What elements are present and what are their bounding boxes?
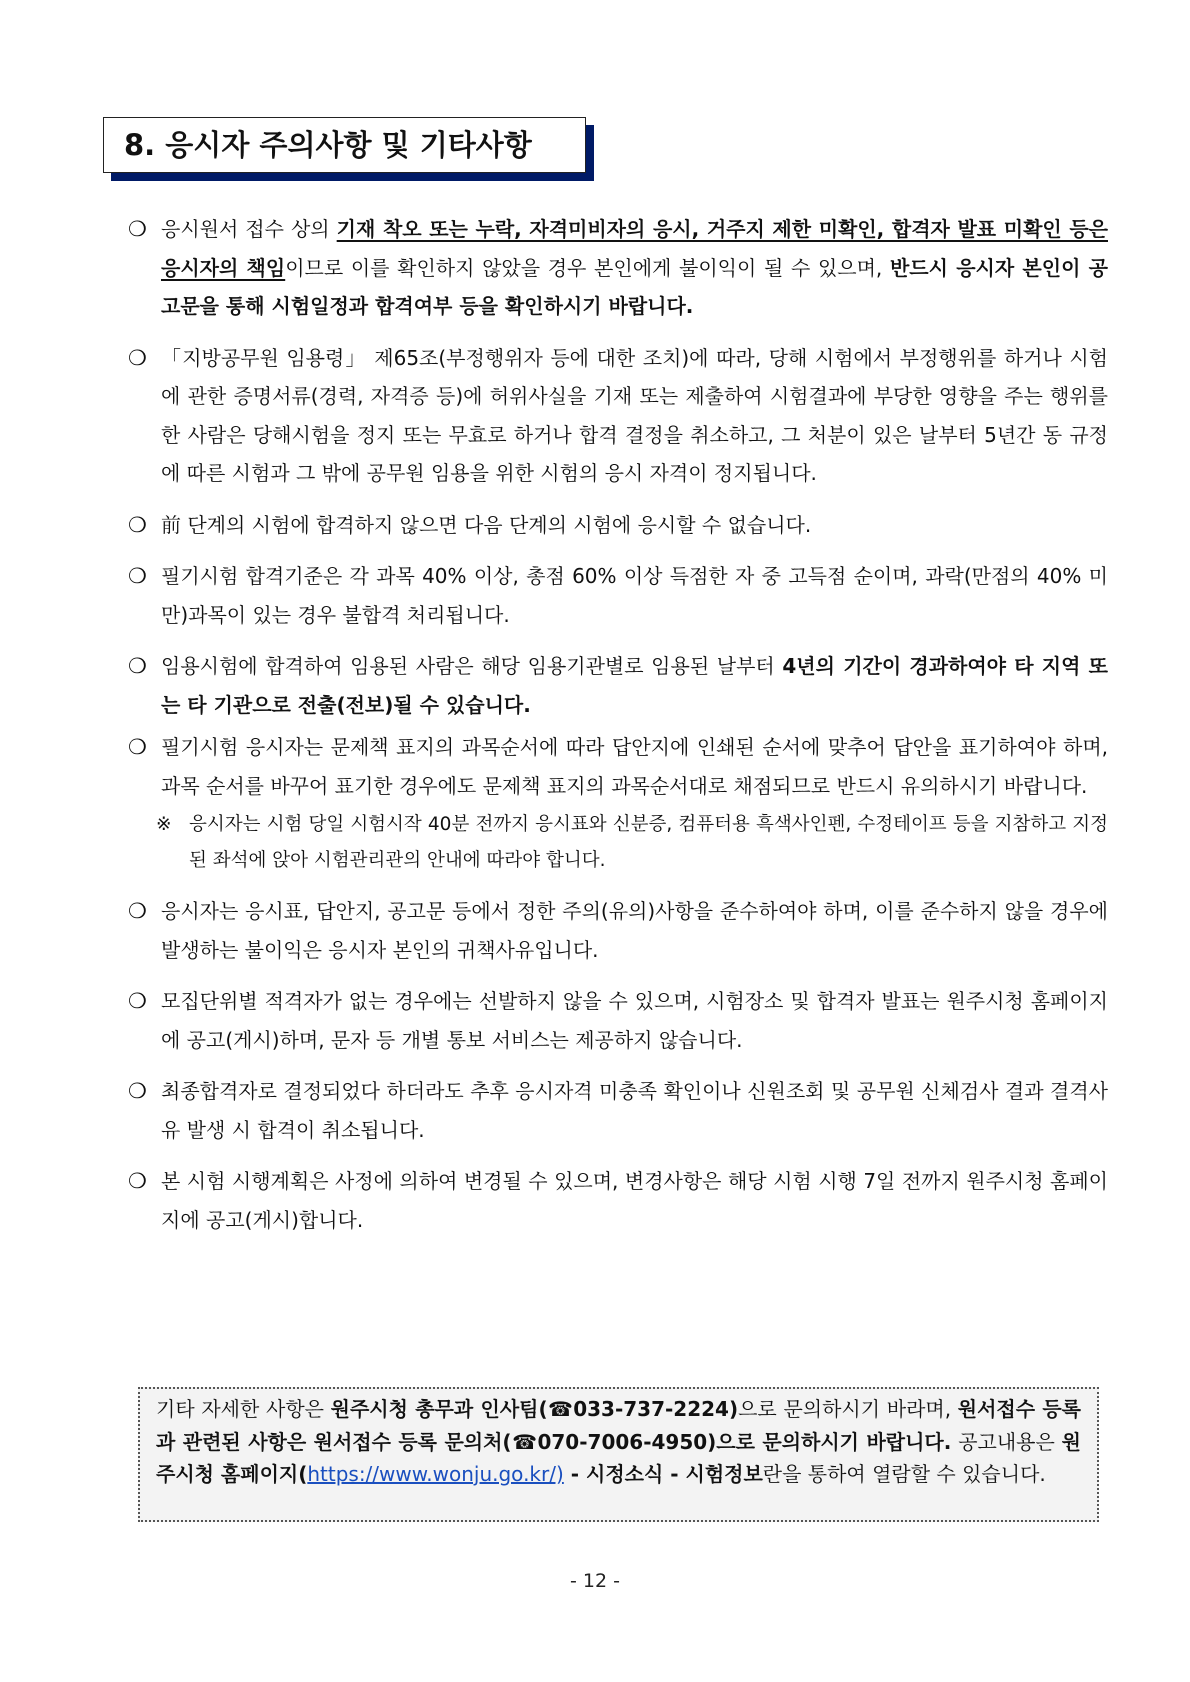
bullet-icon: ❍ xyxy=(128,345,147,370)
bullet-icon: ❍ xyxy=(128,1169,147,1193)
list-item: ❍ 「지방공무원 임용령」 제65조(부정행위자 등에 대한 조치)에 따라, 당해 시험에서 부정행위를 하거나 시험에 관한 증명서류(경력, 자격증 등)에 허위사실을 기재 또는 제출하여 시험결과에 부당한 영향을 주는 행위를 한 사람은 당해시험을 정지 또는 무효로 하거나 합격 결정을 취소하고, 그 처분이 있은 날부터 5년간 동 규정에 따른 시험과 그 밖에 공무원 임용을 위한 시험의 응시 자격이 정지됩니다. xyxy=(128,339,1108,493)
note: ※ 응시자는 시험 당일 시험시작 40분 전까지 응시표와 신분증, 컴퓨터용 흑색사인펜, 수정테이프 등을 지참하고 지정된 좌석에 앉아 시험관리관의 안내에 따라야 합니다. xyxy=(156,807,1108,879)
bullet-icon: ❍ xyxy=(128,1079,147,1103)
list-item: ❍ 필기시험 응시자는 문제책 표지의 과목순서에 따라 답안지에 인쇄된 순서에 맞추어 답안을 표기하여야 하며, 과목 순서를 바꾸어 표기한 경우에도 문제책 표지의 과목순서대로 채점되므로 반드시 유의하시기 바랍니다. xyxy=(128,728,1108,805)
bullet-icon: ❍ xyxy=(128,899,147,923)
page-number: - 12 - xyxy=(570,1570,620,1592)
bullet-icon: ❍ xyxy=(128,564,147,588)
note-mark-icon: ※ xyxy=(156,814,172,835)
bullet-icon: ❍ xyxy=(128,512,147,537)
bullet-icon: ❍ xyxy=(128,217,147,241)
section-title: 8. 응시자 주의사항 및 기타사항 xyxy=(103,117,586,173)
list-item: ❍ 前 단계의 시험에 합격하지 않으면 다음 단계의 시험에 응시할 수 없습니다. xyxy=(128,506,1108,545)
list-item: ❍ 응시자는 응시표, 답안지, 공고문 등에서 정한 주의(유의)사항을 준수하여야 하며, 이를 준수하지 않을 경우에 발생하는 불이익은 응시자 본인의 귀책사유입니다. xyxy=(128,892,1108,969)
list-item: ❍ 본 시험 시행계획은 사정에 의하여 변경될 수 있으며, 변경사항은 해당 시험 시행 7일 전까지 원주시청 홈페이지에 공고(게시)합니다. xyxy=(128,1162,1108,1239)
contact-info-box: 기타 자세한 사항은 원주시청 총무과 인사팀(☎033-737-2224)으로 문의하시기 바라며, 원서접수 등록과 관련된 사항은 원서접수 등록 문의처(☎070-7006-4950)으로 문의하시기 바랍니다. 공고내용은 원주시청 홈페이지(https://www.wonju.go.kr/) - 시정소식 - 시험정보란을 통하여 열람할 수 있습니다. xyxy=(138,1387,1099,1522)
list-item: ❍ 모집단위별 적격자가 없는 경우에는 선발하지 않을 수 있으며, 시험장소 및 합격자 발표는 원주시청 홈페이지에 공고(게시)하며, 문자 등 개별 통보 서비스는 제공하지 않습니다. xyxy=(128,982,1108,1059)
list-item: ❍ 최종합격자로 결정되었다 하더라도 추후 응시자격 미충족 확인이나 신원조회 및 공무원 신체검사 결과 결격사유 발생 시 합격이 취소됩니다. xyxy=(128,1072,1108,1149)
list-item: ❍ 응시원서 접수 상의 기재 착오 또는 누락, 자격미비자의 응시, 거주지 제한 미확인, 합격자 발표 미확인 등은 응시자의 책임이므로 이를 확인하지 않았을 경우 본인에게 불이익이 될 수 있으며, 반드시 응시자 본인이 공고문을 통해 시험일정과 합격여부 등을 확인하시기 바랍니다. xyxy=(128,210,1108,326)
homepage-link[interactable]: https://www.wonju.go.kr/) xyxy=(307,1462,564,1486)
list-item: ❍ 필기시험 합격기준은 각 과목 40% 이상, 총점 60% 이상 득점한 자 중 고득점 순이며, 과락(만점의 40% 미만)과목이 있는 경우 불합격 처리됩니다. xyxy=(128,557,1108,634)
notice-list xyxy=(128,210,1108,1239)
bullet-icon: ❍ xyxy=(128,989,147,1013)
bullet-icon: ❍ xyxy=(128,654,147,678)
list-item: ❍ 임용시험에 합격하여 임용된 사람은 해당 임용기관별로 임용된 날부터 4년의 기간이 경과하여야 타 지역 또는 타 기관으로 전출(전보)될 수 있습니다. xyxy=(128,647,1108,724)
bullet-icon: ❍ xyxy=(128,735,147,759)
